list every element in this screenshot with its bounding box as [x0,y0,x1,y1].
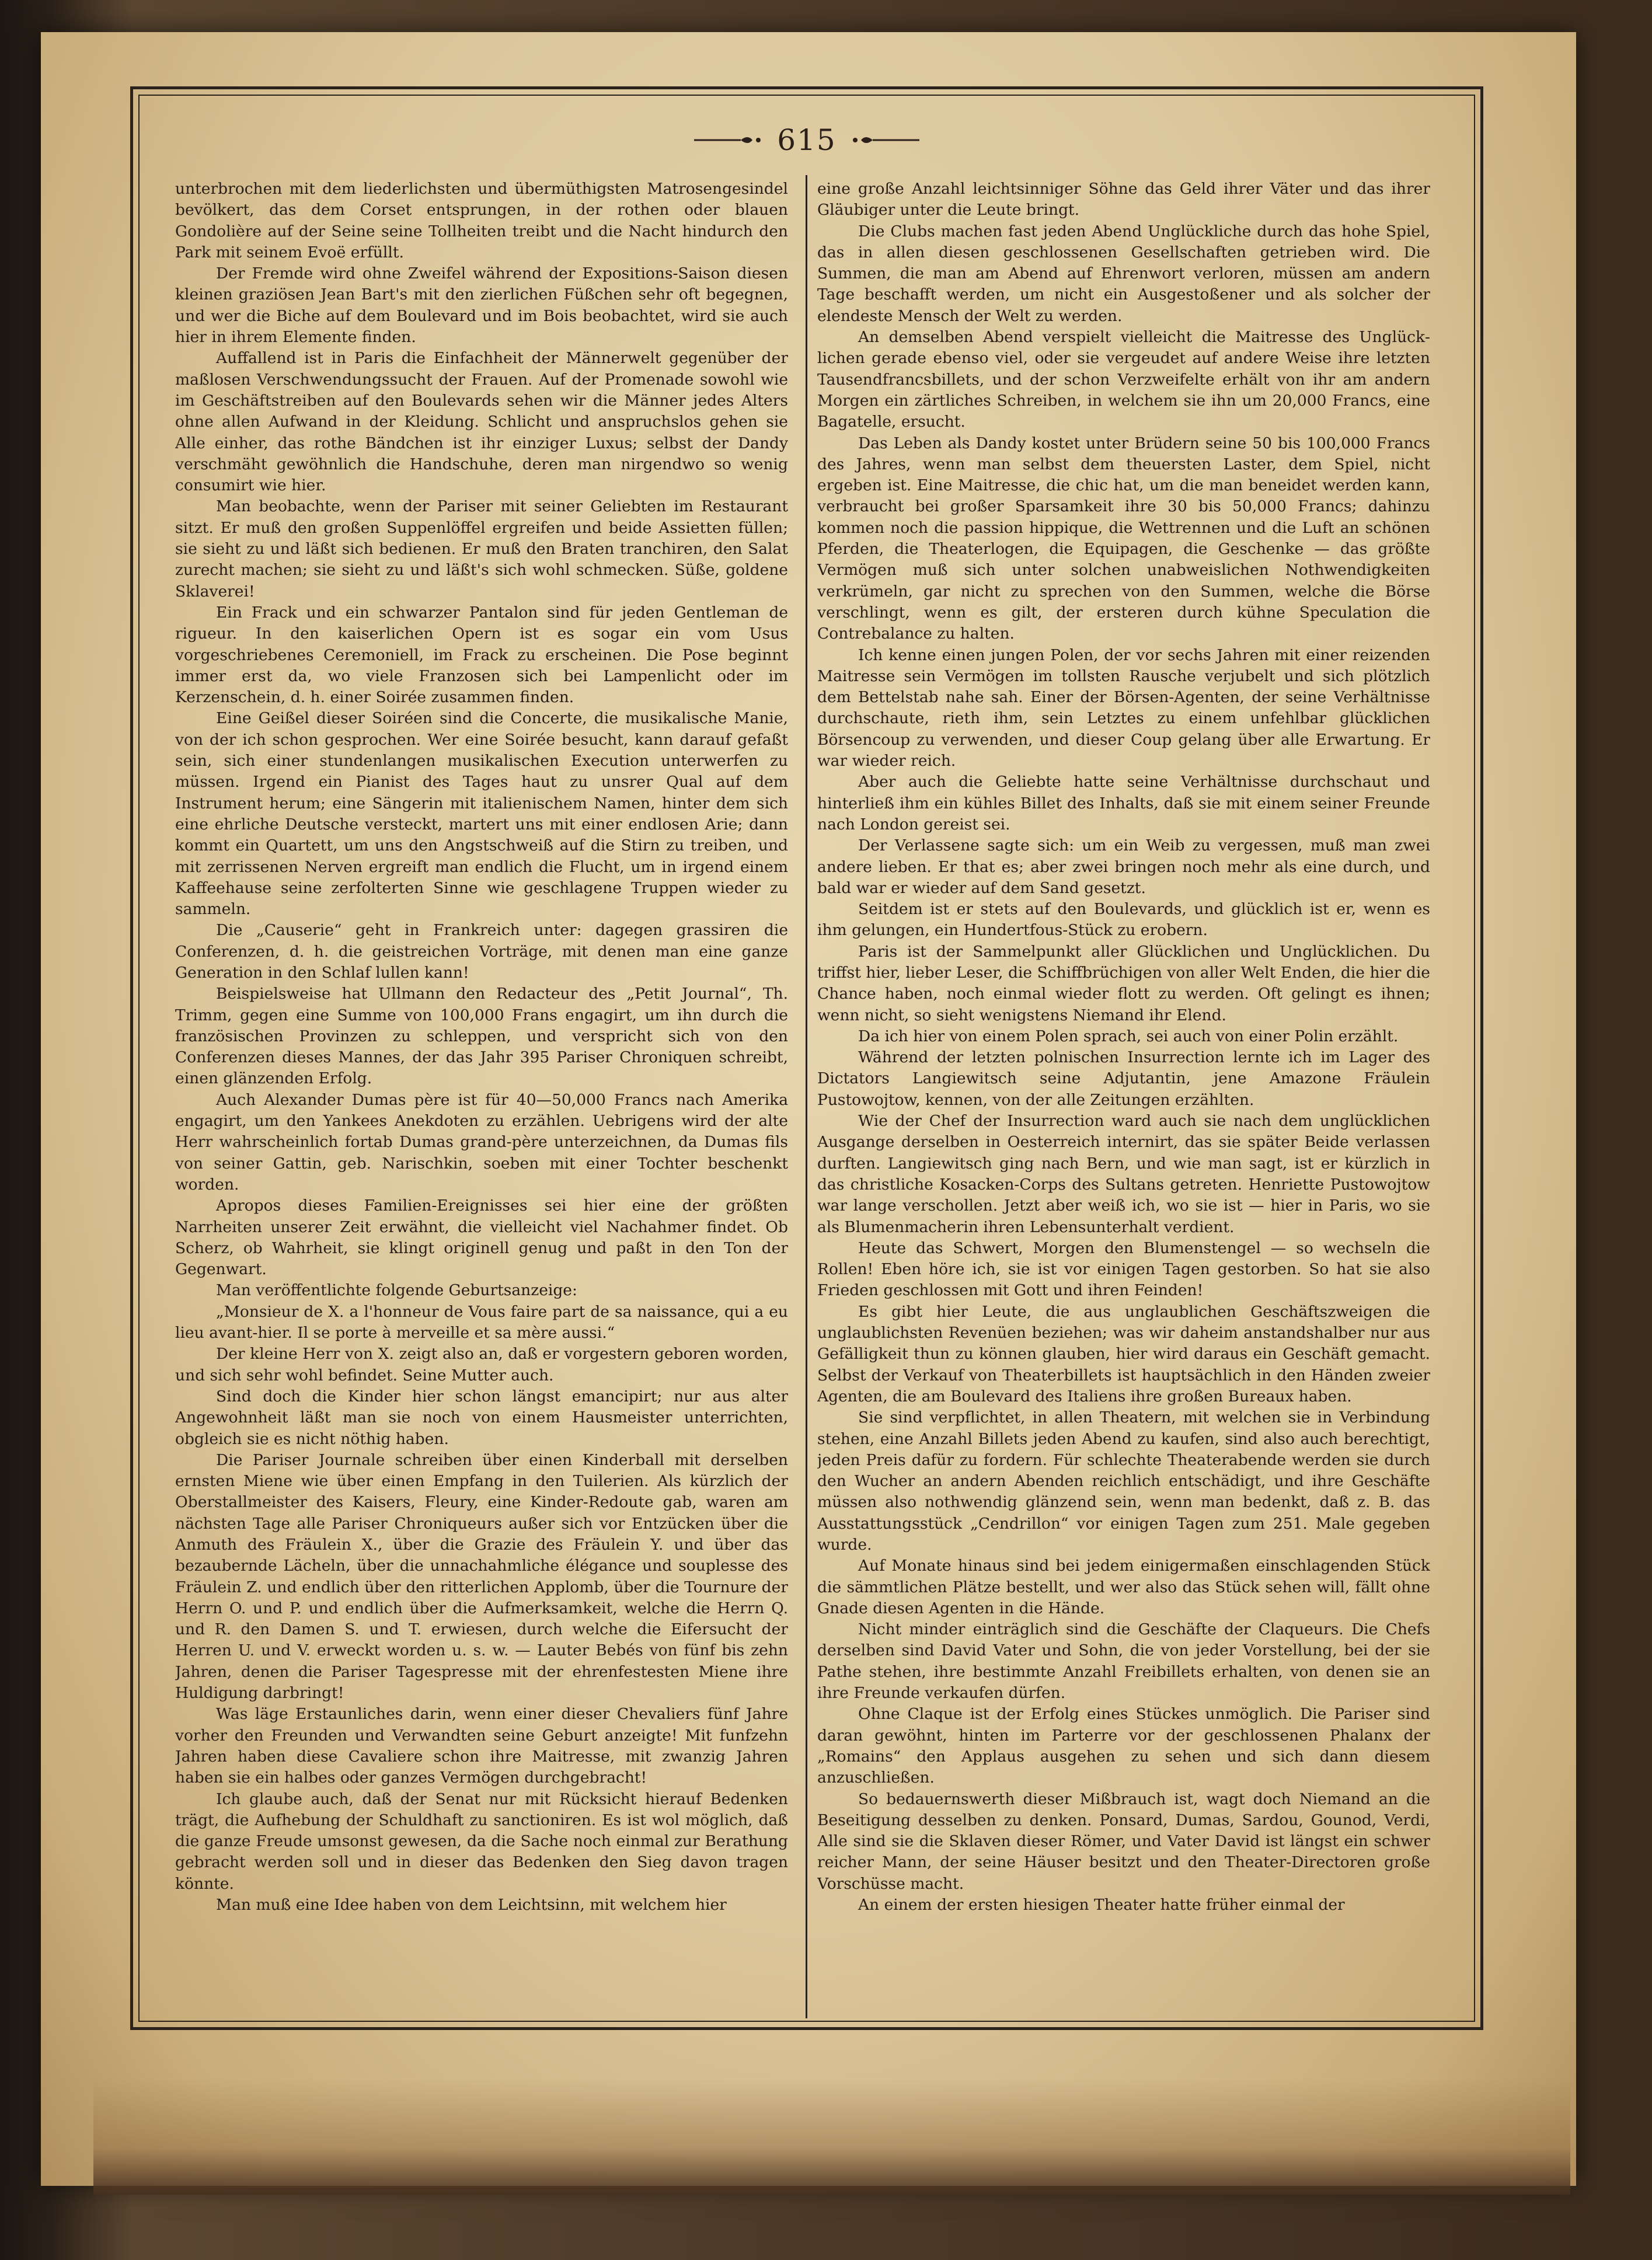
right-column [817,179,1430,2017]
paragraph: Beispielsweise hat Ullmann den Redacteur des „Petit Journal“, Th. Trimm, gegen eine Summe von 100,000 Frans engagirt, um ihn durch die französischen Provinzen zu schleppen, und verspricht sich von den Conferenzen dieses Mannes, der das Jahr 395 Pariser Chroniquen schreibt, einen glänzenden Erfolg. [175,985,788,1088]
paragraph: Seitdem ist er stets auf den Boulevards, und glücklich ist er, wenn es ihm gelungen, ein Hundertfous-Stück zu erobern. [817,900,1430,940]
paragraph: Eine Geißel dieser Soiréen sind die Concerte, die musikalische Manie, von der ich schon gesprochen. Wer eine Soirée besucht, kann darauf gefaßt sein, sich einer stundenlangen musikalischen Execution unterwerfen zu müssen. Irgend ein Pianist des Tages haut zu unsrer Qual auf dem Instrument herum; eine Sängerin mit italienischem Namen, hinter dem sich eine ehrliche Deutsche versteckt, martert uns mit einer endlosen Arie; dann kommt ein Quartett, um uns den Angstschweiß auf die Stirn zu treiben, und mit zerrissenen Nerven ergreift man endlich die Flucht, um in irgend einem Kaffeehause seine zerfolterten Sinne wie geschlagene Truppen wieder zu sammeln. [175,709,788,919]
paragraph: Heute das Schwert, Morgen den Blumenstengel — so wechseln die Rollen! Eben höre ich, sie ist vor einigen Tagen gestorben. So hat sie also Frieden geschlossen mit Gott und ihren Feinden! [817,1239,1430,1300]
paragraph: An demselben Abend verspielt vielleicht die Maitresse des Unglücklichen gerade ebenso viel, oder sie vergeudet auf andere Weise ihre letzten Tausendfrancsbillets, und der schon Verzweifelte erhält von ihr am andern Morgen ein zärtliches Schreiben, in welchem sie ihn um 20,000 Francs, eine Bagatelle, ersucht. [817,328,1430,431]
paragraph: Man muß eine Idee haben von dem Leichtsinn, mit welchem hier [216,1896,727,1914]
left-column [175,179,788,2017]
paragraph: An einem der ersten hiesigen Theater hatte früher einmal der [858,1896,1345,1914]
paragraph: Die „Causerie“ geht in Frankreich unter: dagegen grassiren die Conferenzen, d. h. die geistreichen Vorträge, mit denen man eine ganze Generation in den Schlaf lullen kann! [175,921,788,982]
torn-page-edge [93,2078,1570,2195]
paragraph: Ohne Claque ist der Erfolg eines Stückes unmöglich. Die Pariser sind daran gewöhnt, hinten im Parterre vor der geschlossenen Phalanx der „Romains“ den Applaus ausgehen zu sehen und sich dann diesem anzuschließen. [817,1705,1430,1787]
paragraph: Man beobachte, wenn der Pariser mit seiner Geliebten im Restaurant sitzt. Er muß den großen Suppenlöffel ergreifen und beide Assietten füllen; sie sieht zu und läßt sich bedienen. Er muß den Braten tranchiren, den Salat zurecht machen; sie sieht zu und läßt's sich wohl schmecken. Süße, goldene Sklaverei! [175,497,788,601]
birth-announcement-quote: „Monsieur de X. a l'honneur de Vous faire part de sa naissance, qui a eu lieu avant-hier. Il se porte à merveille et sa mère aussi.“ [175,1302,788,1342]
paragraph: Der Fremde wird ohne Zweifel während der Expositions-Saison diesen kleinen graziösen Jean Bart's mit den zierlichen Füßchen sehr oft begegnen, und wer die Biche auf dem Boulevard und im Bois beobachtet, wird sie auch hier in ihrem Elemente finden. [175,264,788,347]
paragraph: Das Leben als Dandy kostet unter Brüdern seine 50 bis 100,000 Francs des Jahres, wenn man selbst dem theuersten Laster, dem Spiel, nicht ergeben ist. Eine Maitresse, die chic hat, um die man beneidet werden kann, verbraucht bei großer Sparsamkeit ihre 30 bis 50,000 Francs; dahinzu kommen noch die passion hippique, die Wettrennen und die Luft an schönen Pferden, die Theaterlogen, die Equipagen, die Geschenke — das größte Vermögen muß sich unter solchen unabweislichen Nothwendigkeiten verkrümeln, gar nicht zu sprechen von den Summen, welche die Börse verschlingt, wenn es gilt, der ersteren durch kühne Speculation die Contrebalance zu halten. [817,434,1430,643]
paragraph: Man veröffentlichte folgende Geburtsanzeige: [216,1281,577,1300]
paragraph: Nicht minder einträglich sind die Geschäfte der Claqueurs. Die Chefs derselben sind David Vater und Sohn, die von jeder Vorstellung, bei der sie Pathe stehen, ihre bestimmte Anzahl Freibillets erhalten, von denen sie an ihre Freunde verkaufen dürfen. [817,1620,1430,1703]
page-header [138,120,1475,161]
paragraph: Sie sind verpflichtet, in allen Theatern, mit welchen sie in Verbindung stehen, eine Anzahl Billets jeden Abend zu kaufen, sind also auch berechtigt, jeden Preis dafür zu fordern. Für schlechte Theaterabende werden sie durch den Wucher an andern Abenden reichlich entschädigt, und ihre Geschäfte müssen also nothwendig glänzend sein, wenn man bedenkt, daß z. B. das Ausstattungsstück „Cendrillon“ vor einigen Tagen zum 251. Male gegeben wurde. [817,1408,1430,1554]
paragraph: Aber auch die Geliebte hatte seine Verhältnisse durchschaut und hinterließ ihm ein kühles Billet des Inhalts, daß sie mit einem seiner Freunde nach London gereist sei. [817,773,1430,833]
paragraph: Da ich hier von einem Polen sprach, sei auch von einer Polin erzählt. [858,1027,1399,1045]
paragraph: Der kleine Herr von X. zeigt also an, daß er vorgestern geboren worden, und sich sehr wohl befindet. Seine Mutter auch. [175,1345,788,1384]
paragraph: Die Pariser Journale schreiben über einen Kinderball mit derselben ernsten Miene wie über einen Empfang in den Tuilerien. Als kürzlich der Oberstallmeister des Kaisers, Fleury, eine Kinder-Redoute gab, waren am nächsten Tage alle Pariser Chroniqueurs außer sich vor Entzücken über die Anmuth des Fräulein X., über die Grazie des Fräulein Y. und über das bezaubernde Lächeln, über die unnachahmliche élégance und souplesse des Fräulein Z. und endlich über den ritterlichen Applomb, über die Tournure der Herrn O. und P. und endlich über die Aufmerksamkeit, welche die Herrn Q. und R. den Damen S. und T. erwiesen, durch welche die Eifersucht der Herren U. und V. erweckt worden u. s. w. — Lauter Bebés von fünf bis zehn Jahren, denen die Pariser Tagespresse mit der ehrenfestesten Miene ihre Huldigung darbringt! [175,1450,788,1703]
page-number: 615 [777,123,837,157]
paragraph: Sind doch die Kinder hier schon längst emancipirt; nur aus alter Angewohnheit läßt man sie noch von einem Hausmeister unterrichten, obgleich sie es nicht nöthig haben. [175,1387,788,1448]
paragraph: Paris ist der Sammelpunkt aller Glücklichen und Unglücklichen. Du triffst hier, lieber Leser, die Schiffbrüchigen von aller Welt Enden, die hier die Chance haben, noch einmal wieder flott zu werden. Oft gelingt es ihnen; wenn nicht, so sieht wenigstens Niemand ihr Elend. [817,942,1430,1024]
paragraph: Ein Frack und ein schwarzer Pantalon sind für jeden Gentleman de rigueur. In den kaiserlichen Opern ist es sogar ein vom Usus vorgeschriebenes Ceremoniell, im Frack zu erscheinen. Die Pose beginnt immer erst da, wo viele Franzosen sich bei Lampenlicht oder im Kerzenschein, d. h. einer Soirée zusammen finden. [175,603,788,707]
paragraph: Auf Monate hinaus sind bei jedem einigermaßen einschlagenden Stück die sämmtlichen Plätze bestellt, und wer also das Stück sehen will, fällt ohne Gnade diesen Agenten in die Hände. [817,1557,1430,1617]
paragraph: unterbrochen mit dem liederlichsten und übermüthigsten Matrosengesindel bevölkert, das dem Corset entsprungen, in der rothen oder blauen Gondolière auf der Seine seine Tollheiten treibt und die Nacht hindurch den Park mit seinem Evoë erfüllt. [175,180,788,261]
paragraph: Auch Alexander Dumas père ist für 40—50,000 Francs nach Amerika engagirt, um den Yankees Anekdoten zu erzählen. Uebrigens wird der alte Herr wahrscheinlich fortab Dumas grand-père unterzeichnen, da Dumas fils von seiner Gattin, geb. Narischkin, soeben mit einer Tochter beschenkt worden. [175,1090,788,1194]
paragraph: Ich kenne einen jungen Polen, der vor sechs Jahren mit einer reizenden Maitresse sein Vermögen im tollsten Rausche verjubelt und sich plötzlich dem Bettelstab nahe sah. Einer der Börsen-Agenten, der seine Verhältnisse durchschaute, rieth ihm, sein Letztes zu einem unfehlbar glücklichen Börsencoup zu verwenden, und dieser Coup gelang über alle Erwartung. Er war wieder reich. [817,646,1430,770]
paragraph: Auffallend ist in Paris die Einfachheit der Männerwelt gegenüber der maßlosen Verschwendungssucht der Frauen. Auf der Promenade sowohl wie im Geschäftstreiben auf den Boulevards sehen wir die Männer jedes Alters ohne allen Aufwand in der Kleidung. Schlicht und anspruchslos gehen sie Alle einher, das rothe Bändchen ist ihr einziger Luxus; selbst der Dandy verschmäht gewöhnlich die Handschuhe, deren man nirgendwo so wenig consumirt wie hier. [175,349,788,495]
right-ornament-icon [849,133,919,147]
paragraph: Der Verlassene sagte sich: um ein Weib zu vergessen, muß man zwei andere lieben. Er that es; aber zwei bringen noch mehr als eine durch, und bald war er wieder auf dem Sand gesetzt. [817,836,1430,897]
left-ornament-icon [694,133,764,147]
paragraph: So bedauernswerth dieser Mißbrauch ist, wagt doch Niemand an die Beseitigung desselben zu denken. Ponsard, Dumas, Sardou, Gounod, Verdi, Alle sind sie die Sklaven dieser Römer, und Vater David ist längst ein schwer reicher Mann, der seine Häuser besitzt und den Theater-Directoren große Vorschüsse macht. [817,1790,1430,1893]
paragraph: eine große Anzahl leichtsinniger Söhne das Geld ihrer Väter und das ihrer Gläubiger unter die Leute bringt. [817,180,1430,219]
paragraph: Während der letzten polnischen Insurrection lernte ich im Lager des Dictators Langiewitsch seine Adjutantin, jene Amazone Fräulein Pustowojtow, kennen, von der alle Zeitungen erzählten. [817,1048,1430,1109]
paragraph: Was läge Erstaunliches darin, wenn einer dieser Chevaliers fünf Jahre vorher den Freunden und Verwandten seine Geburt anzeigte! Mit funfzehn Jahren haben diese Cavaliere schon ihre Maitresse, mit zwanzig Jahren haben sie ein halbes oder ganzes Vermögen durchgebracht! [175,1705,788,1787]
column-divider [806,175,807,2018]
paragraph: Die Clubs machen fast jeden Abend Unglückliche durch das hohe Spiel, das in allen diesen geschlossenen Gesellschaften getrieben wird. Die Summen, die man am Abend auf Ehrenwort verloren, müssen am andern Tage beschafft werden, um nicht ein Ausgestoßener und als solcher der elendeste Mensch der Welt zu werden. [817,222,1430,325]
paragraph: Wie der Chef der Insurrection ward auch sie nach dem unglücklichen Ausgange derselben in Oesterreich internirt, das sie später Beide verlassen durften. Langiewitsch ging nach Bern, und wie man sagt, ist er kürzlich in das christliche Kosacken-Corps des Sultans getreten. Henriette Pustowojtow war lange verschollen. Jetzt aber weiß ich, wo sie ist — hier in Paris, wo sie als Blumenmacherin ihren Lebensunterhalt verdient. [817,1112,1430,1236]
paragraph: Ich glaube auch, daß der Senat nur mit Rücksicht hierauf Bedenken trägt, die Aufhebung der Schuldhaft zu sanctioniren. Es ist wol möglich, daß die ganze Freude umsonst gewesen, da die Sache noch einmal zur Berathung gebracht werden soll und in dieser das Bedenken den Sieg davon tragen könnte. [175,1790,788,1893]
paragraph: Apropos dieses Familien-Ereignisses sei hier eine der größten Narrheiten unserer Zeit erwähnt, die vielleicht viel Nachahmer findet. Ob Scherz, ob Wahrheit, sie klingt originell genug und paßt in den Ton der Gegenwart. [175,1197,788,1279]
paragraph: Es gibt hier Leute, die aus unglaublichen Geschäftszweigen die unglaublichsten Revenüen beziehen; was wir daheim anstandshalber nur aus Gefälligkeit thun zu können glauben, hier wird daraus ein Geschäft gemacht. Selbst der Verkauf von Theaterbillets ist hauptsächlich in den Händen zweier Agenten, die am Boulevard des Italiens ihre großen Bureaux haben. [817,1302,1430,1405]
